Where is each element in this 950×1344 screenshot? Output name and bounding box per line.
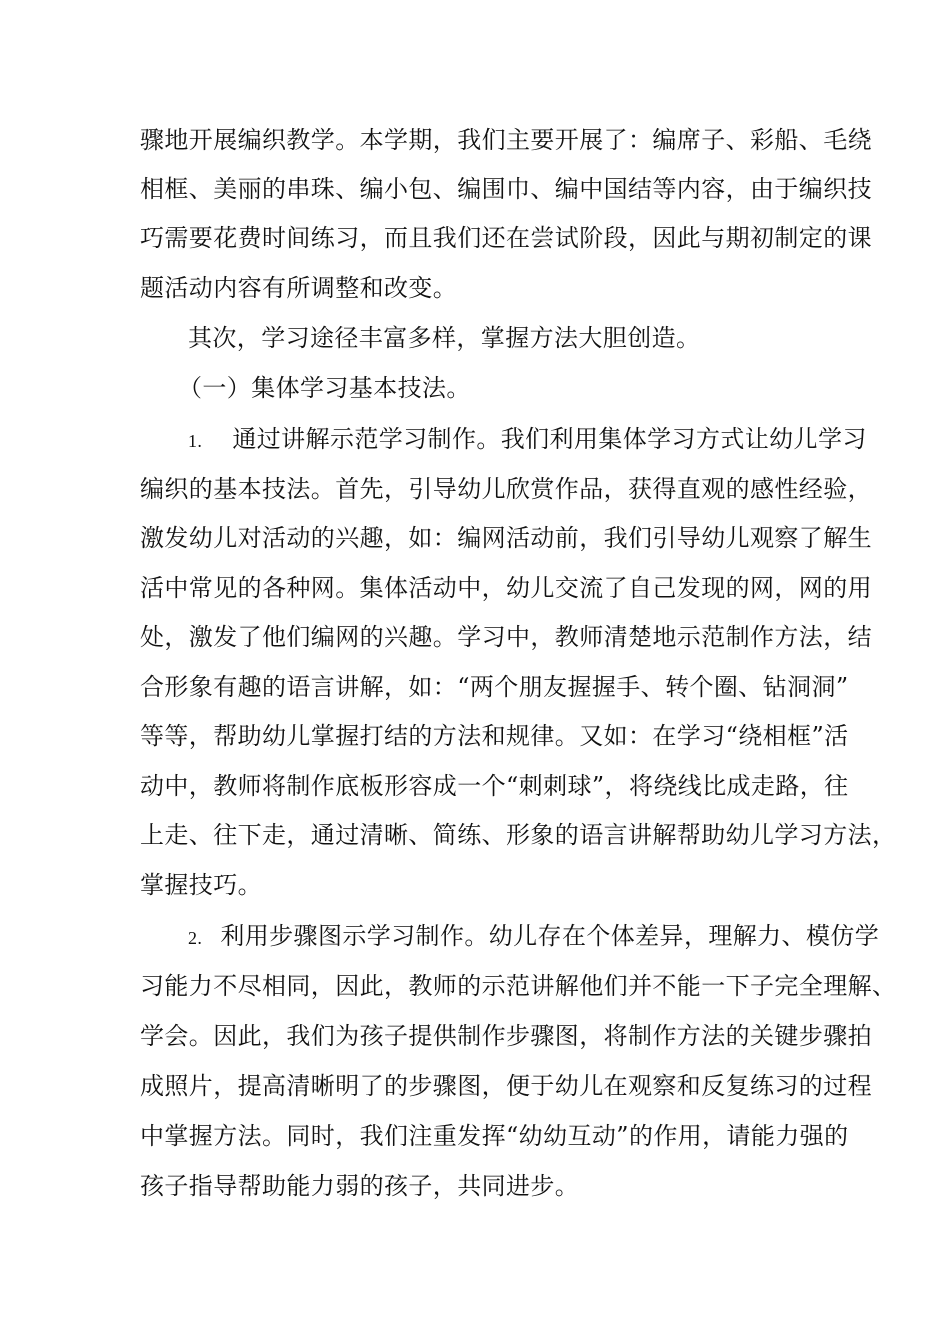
item-2-first-text: 利用步骤图示学习制作。幼儿存在个体差异，理解力、模仿学 — [220, 922, 880, 950]
paragraph-1-line-4: 题活动内容有所调整和改变。 — [140, 274, 458, 302]
paragraph-1-line-2: 相框、美丽的串珠、编小包、编围巾、编中国结等内容，由于编织技 — [140, 175, 872, 203]
paragraph-1-line-3: 巧需要花费时间练习，而且我们还在尝试阶段，因此与期初制定的课 — [140, 224, 872, 252]
item-1-first-text: 通过讲解示范学习制作。我们利用集体学习方式让幼儿学习 — [232, 425, 867, 453]
item-1-line-7: 等等，帮助幼儿掌握打结的方法和规律。又如：在学习“绕相框”活 — [140, 722, 849, 750]
section-heading-1: （一）集体学习基本技法。 — [178, 374, 471, 402]
item-1-line-5: 处，激发了他们编网的兴趣。学习中，教师清楚地示范制作方法，结 — [140, 623, 872, 651]
item-1-line-8: 动中，教师将制作底板形容成一个“刺刺球”，将绕线比成走路，往 — [140, 772, 849, 800]
item-2-first-line — [188, 921, 879, 951]
item-1-number: 1. — [188, 431, 203, 451]
item-1-line-3: 激发幼儿对活动的兴趣，如：编网活动前，我们引导幼儿观察了解生 — [140, 524, 872, 552]
item-1-line-9: 上走、往下走，通过清晰、简练、形象的语言讲解帮助幼儿学习方法， — [140, 821, 897, 849]
item-1-first-line — [188, 424, 867, 454]
item-2-line-5: 中掌握方法。同时，我们注重发挥“幼幼互动”的作用，请能力强的 — [140, 1122, 849, 1150]
item-2-line-2: 习能力不尽相同，因此，教师的示范讲解他们并不能一下子完全理解、 — [140, 972, 897, 1000]
item-2-number: 2. — [188, 928, 203, 948]
paragraph-2: 其次，学习途径丰富多样，掌握方法大胆创造。 — [188, 324, 701, 352]
item-2-line-3: 学会。因此，我们为孩子提供制作步骤图，将制作方法的关键步骤拍 — [140, 1022, 872, 1050]
item-2-line-4: 成照片，提高清晰明了的步骤图，便于幼儿在观察和反复练习的过程 — [140, 1072, 872, 1100]
paragraph-1-line-1: 骤地开展编织教学。本学期，我们主要开展了：编席子、彩船、毛绕 — [140, 126, 872, 154]
item-1-line-4: 活中常见的各种网。集体活动中，幼儿交流了自己发现的网，网的用 — [140, 574, 872, 602]
item-1-line-10: 掌握技巧。 — [140, 871, 262, 899]
item-1-line-2: 编织的基本技法。首先，引导幼儿欣赏作品，获得直观的感性经验， — [140, 475, 872, 503]
item-1-line-6: 合形象有趣的语言讲解，如：“两个朋友握握手、转个圈、钻洞洞” — [140, 673, 849, 701]
item-2-line-6: 孩子指导帮助能力弱的孩子，共同进步。 — [140, 1172, 580, 1200]
